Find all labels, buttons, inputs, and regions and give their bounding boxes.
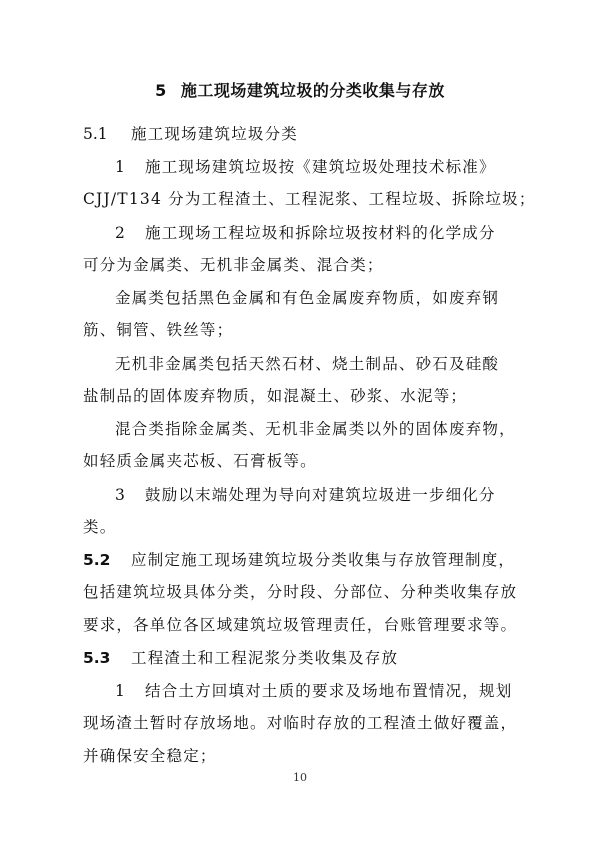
chapter-title [0, 78, 600, 101]
paragraph-line [83, 516, 523, 538]
chapter-number: 5 [155, 81, 167, 100]
section-heading-text: 施工现场建筑垃圾分类 [131, 125, 299, 143]
paragraph-line [115, 222, 555, 244]
paragraph-line [115, 156, 555, 178]
paragraph-line [115, 287, 555, 309]
line-text: CJJ/T134 分为工程渣土、工程泥浆、工程垃圾、拆除垃圾； [83, 190, 536, 208]
section-number: 5.2 [83, 551, 111, 569]
line-text: 结合土方回填对土质的要求及场地布置情况，规划 [145, 682, 513, 700]
page-number: 10 [293, 771, 307, 784]
line-text: 鼓励以末端处理为导向对建筑垃圾进一步细化分 [145, 486, 496, 504]
paragraph-line [83, 450, 523, 472]
line-text: 并确保安全稳定； [83, 747, 217, 765]
line-text: 盐制品的固体废弃物质，如混凝土、砂浆、水泥等； [83, 387, 468, 405]
line-text: 要求，各单位各区域建筑垃圾管理责任，台账管理要求等。 [83, 616, 518, 634]
section-heading-5-3 [83, 647, 523, 669]
line-text: 筋、铜管、铁丝等； [83, 321, 234, 339]
line-text: 混合类指除金属类、无机非金属类以外的固体废弃物， [115, 420, 516, 438]
section-number: 5.1 [83, 125, 108, 143]
line-text: 无机非金属类包括天然石材、烧土制品、砂石及硅酸 [115, 355, 500, 373]
section-heading-5-1 [83, 123, 523, 145]
item-number: 1 [115, 158, 127, 176]
section-number: 5.3 [83, 649, 111, 667]
paragraph-line [83, 581, 523, 603]
paragraph-line [83, 188, 536, 210]
line-text: 如轻质金属夹芯板、石膏板等。 [83, 452, 317, 470]
paragraph-line [83, 319, 523, 341]
line-text: 施工现场工程垃圾和拆除垃圾按材料的化学成分 [145, 224, 496, 242]
paragraph-line [115, 418, 555, 440]
item-number: 2 [115, 224, 127, 242]
section-paragraph-5-2 [83, 549, 523, 571]
item-number: 3 [115, 486, 127, 504]
line-text: 施工现场建筑垃圾按《建筑垃圾处理技术标准》 [145, 158, 496, 176]
paragraph-line [115, 680, 555, 702]
line-text: 可分为金属类、无机非金属类、混合类； [83, 256, 384, 274]
paragraph-line [83, 745, 523, 767]
paragraph-line [83, 614, 523, 636]
line-text: 应制定施工现场建筑垃圾分类收集与存放管理制度， [131, 551, 516, 569]
paragraph-line [115, 353, 555, 375]
line-text: 类。 [83, 518, 117, 536]
line-text: 现场渣土暂时存放场地。对临时存放的工程渣土做好覆盖， [83, 714, 518, 732]
line-text: 金属类包括黑色金属和有色金属废弃物质，如废弃钢 [115, 289, 500, 307]
chapter-title-text: 施工现场建筑垃圾的分类收集与存放 [180, 81, 445, 100]
paragraph-line [115, 484, 555, 506]
paragraph-line [83, 712, 523, 734]
paragraph-line [83, 385, 523, 407]
line-text: 包括建筑垃圾具体分类，分时段、分部位、分种类收集存放 [83, 583, 518, 601]
section-heading-text: 工程渣土和工程泥浆分类收集及存放 [131, 649, 399, 667]
paragraph-line [83, 254, 523, 276]
item-number: 1 [115, 682, 127, 700]
